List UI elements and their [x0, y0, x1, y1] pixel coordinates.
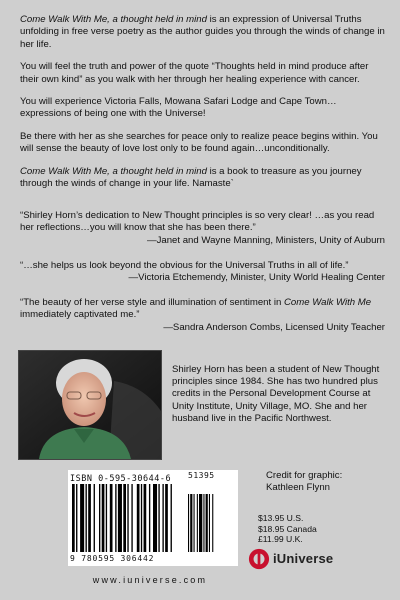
testimonial-attribution: —Sandra Anderson Combs, Licensed Unity Teacher: [163, 321, 385, 333]
description-paragraph-5: Come Walk With Me, a thought held in mind is a book to treasure as you journey through the winds of change in your life. Namaste`: [20, 165, 362, 190]
book-title-italic: Come Walk With Me, a thought held in mind: [20, 14, 207, 25]
description-paragraph-4: Be there with her as she searches for peace only to realize peace begins within. You will sense the beauty of love lost only to be found again…unconditionally.: [20, 130, 378, 155]
testimonial-3: [20, 297, 385, 334]
description-paragraph-1: Come Walk With Me, a thought held in mind is an expression of Universal Truths unfolding in free verse poetry as the author guides you through the winds of change in her life.: [20, 14, 385, 50]
price-canada: $18.95 Canada: [258, 523, 317, 534]
description-paragraph-2: You will feel the truth and power of the quote “Thoughts held in mind produce after their own kind” as you walk with her through her healing experience with cancer.: [20, 61, 369, 85]
barcode-bars: [70, 484, 236, 556]
credit-label: Credit for graphic:: [266, 470, 343, 481]
price-list: [258, 513, 317, 545]
testimonial-attribution: —Victoria Etchemendy, Minister, Unity World Healing Center: [128, 272, 385, 284]
credit-name: Kathleen Flynn: [266, 482, 330, 493]
testimonial-2: [20, 260, 385, 285]
description-paragraph-3: You will experience Victoria Falls, Mowana Safari Lodge and Cape Town…expressions of being one with the Universe!: [20, 96, 337, 120]
book-title-italic: Come Walk With Me, a thought held in mind: [20, 165, 207, 177]
book-title-italic: Come Walk With Me: [283, 297, 372, 308]
price-code: 51395: [188, 471, 215, 480]
publisher-website: www.iuniverse.com: [92, 575, 208, 585]
testimonial-text: “The beauty of her verse style and illumination of sentiment in Come Walk With Me immediately captivated me.”: [20, 297, 372, 321]
author-photo: [18, 350, 162, 460]
publisher-name: iUniverse: [273, 551, 334, 566]
testimonial-attribution: —Janet and Wayne Manning, Ministers, Unity of Auburn: [146, 234, 385, 246]
isbn-barcode: [68, 470, 238, 566]
testimonial-1: [20, 210, 385, 247]
isbn-label: ISBN 0-595-30644-6: [70, 474, 172, 484]
testimonial-text: “…she helps us look beyond the obvious for the Universal Truths in all of life.”: [20, 260, 349, 271]
iuniverse-logo-icon: [247, 548, 271, 570]
price-uk: £11.99 U.K.: [258, 534, 303, 545]
book-description: [20, 14, 385, 200]
graphic-credit: [258, 470, 342, 494]
testimonial-text: “Shirley Horn’s dedication to New Thought principles is so very clear! …as you read her reflections…you will know that she has been there.”: [20, 210, 375, 234]
price-us: $13.95 U.S.: [258, 513, 304, 523]
author-portrait-graphic: [19, 351, 161, 459]
ean-number: 9 780595 306442: [70, 554, 155, 563]
author-bio: Shirley Horn has been a student of New Thought principles since 1984. She has two hundred plus credits in the Personal Development Course at Unity Institute, Unity Village, MO. She and her husband live in the Pacific Northwest.: [172, 364, 380, 424]
